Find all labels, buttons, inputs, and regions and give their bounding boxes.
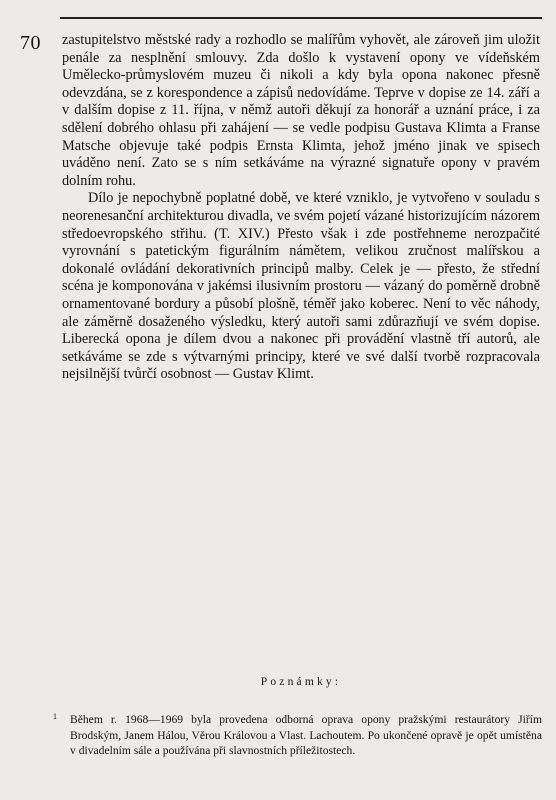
page-number: 70: [20, 32, 41, 54]
footnote: [53, 712, 542, 759]
notes-heading: Poznámky:: [260, 676, 342, 688]
footnote-marker: 1: [53, 712, 57, 721]
top-rule: [60, 17, 542, 19]
footnote-text: Během r. 1968—1969 byla provedena odborná oprava opony pražskými restaurátory Jiřím Brodským, Janem Hálou, Věrou Královou a Vlast. Lachoutem. Po ukončené opravě je opět umístěna v divadelním sále a používána při slavnostních příležitostech.: [70, 713, 542, 758]
body-text: [62, 32, 540, 384]
paragraph-2: Dílo je nepochybně poplatné době, ve které vzniklo, je vytvořeno v souladu s neorenesanční architekturou divadla, ve svém pojetí vázané historizujícím názorem středoevropského střihu. (T. XIV.) Přesto však i zde postřehneme nerozpačité vyrovnání s patetickým figurálním námětem, velikou zručnost malířskou a dokonalé ovládání dekorativních principů malby. Celek je — přesto, že střední scéna je komponována v jakémsi ilusivním prostoru — vázaný do poměrně drobně ornamentované bordury a působí plošně, téměř jako koberec. Není to věc náhody, ale záměrně dosaženého výsledku, který autoři sami zdůrazňují ve svém dopise. Liberecká opona je dílem dvou a nakonec při provádění vlastně tří autorů, ale setkáváme se zde s výtvarnými principy, které ve své další tvorbě rozpracovala nejsilnější tvůrčí osobnost — Gustav Klimt.: [62, 190, 540, 383]
paragraph-1: zastupitelstvo městské rady a rozhodlo se malířům vyhovět, ale zároveň jim uložit penále za nesplnění smlouvy. Zda došlo k vystavení opony ve vídeňském Umělecko-průmyslovém muzeu či nikoli a kdy byla opona nakonec přesně odevzdána, se z korespondence a zápisů nedovídáme. Teprve v dopise ze 14. září a v dalším dopise z 11. října, v němž autoři děkují za honorář a uznání práce, i za sdělení dobrého ohlasu při zahájení — se vedle podpisu Gustava Klimta a Franse Matsche objevuje také podpis Ernsta Klimta, jehož jméno jinak ve spisech uváděno není. Zato se s ním setkáváme na výrazné signatuře opony v pravém dolním rohu.: [62, 32, 540, 189]
